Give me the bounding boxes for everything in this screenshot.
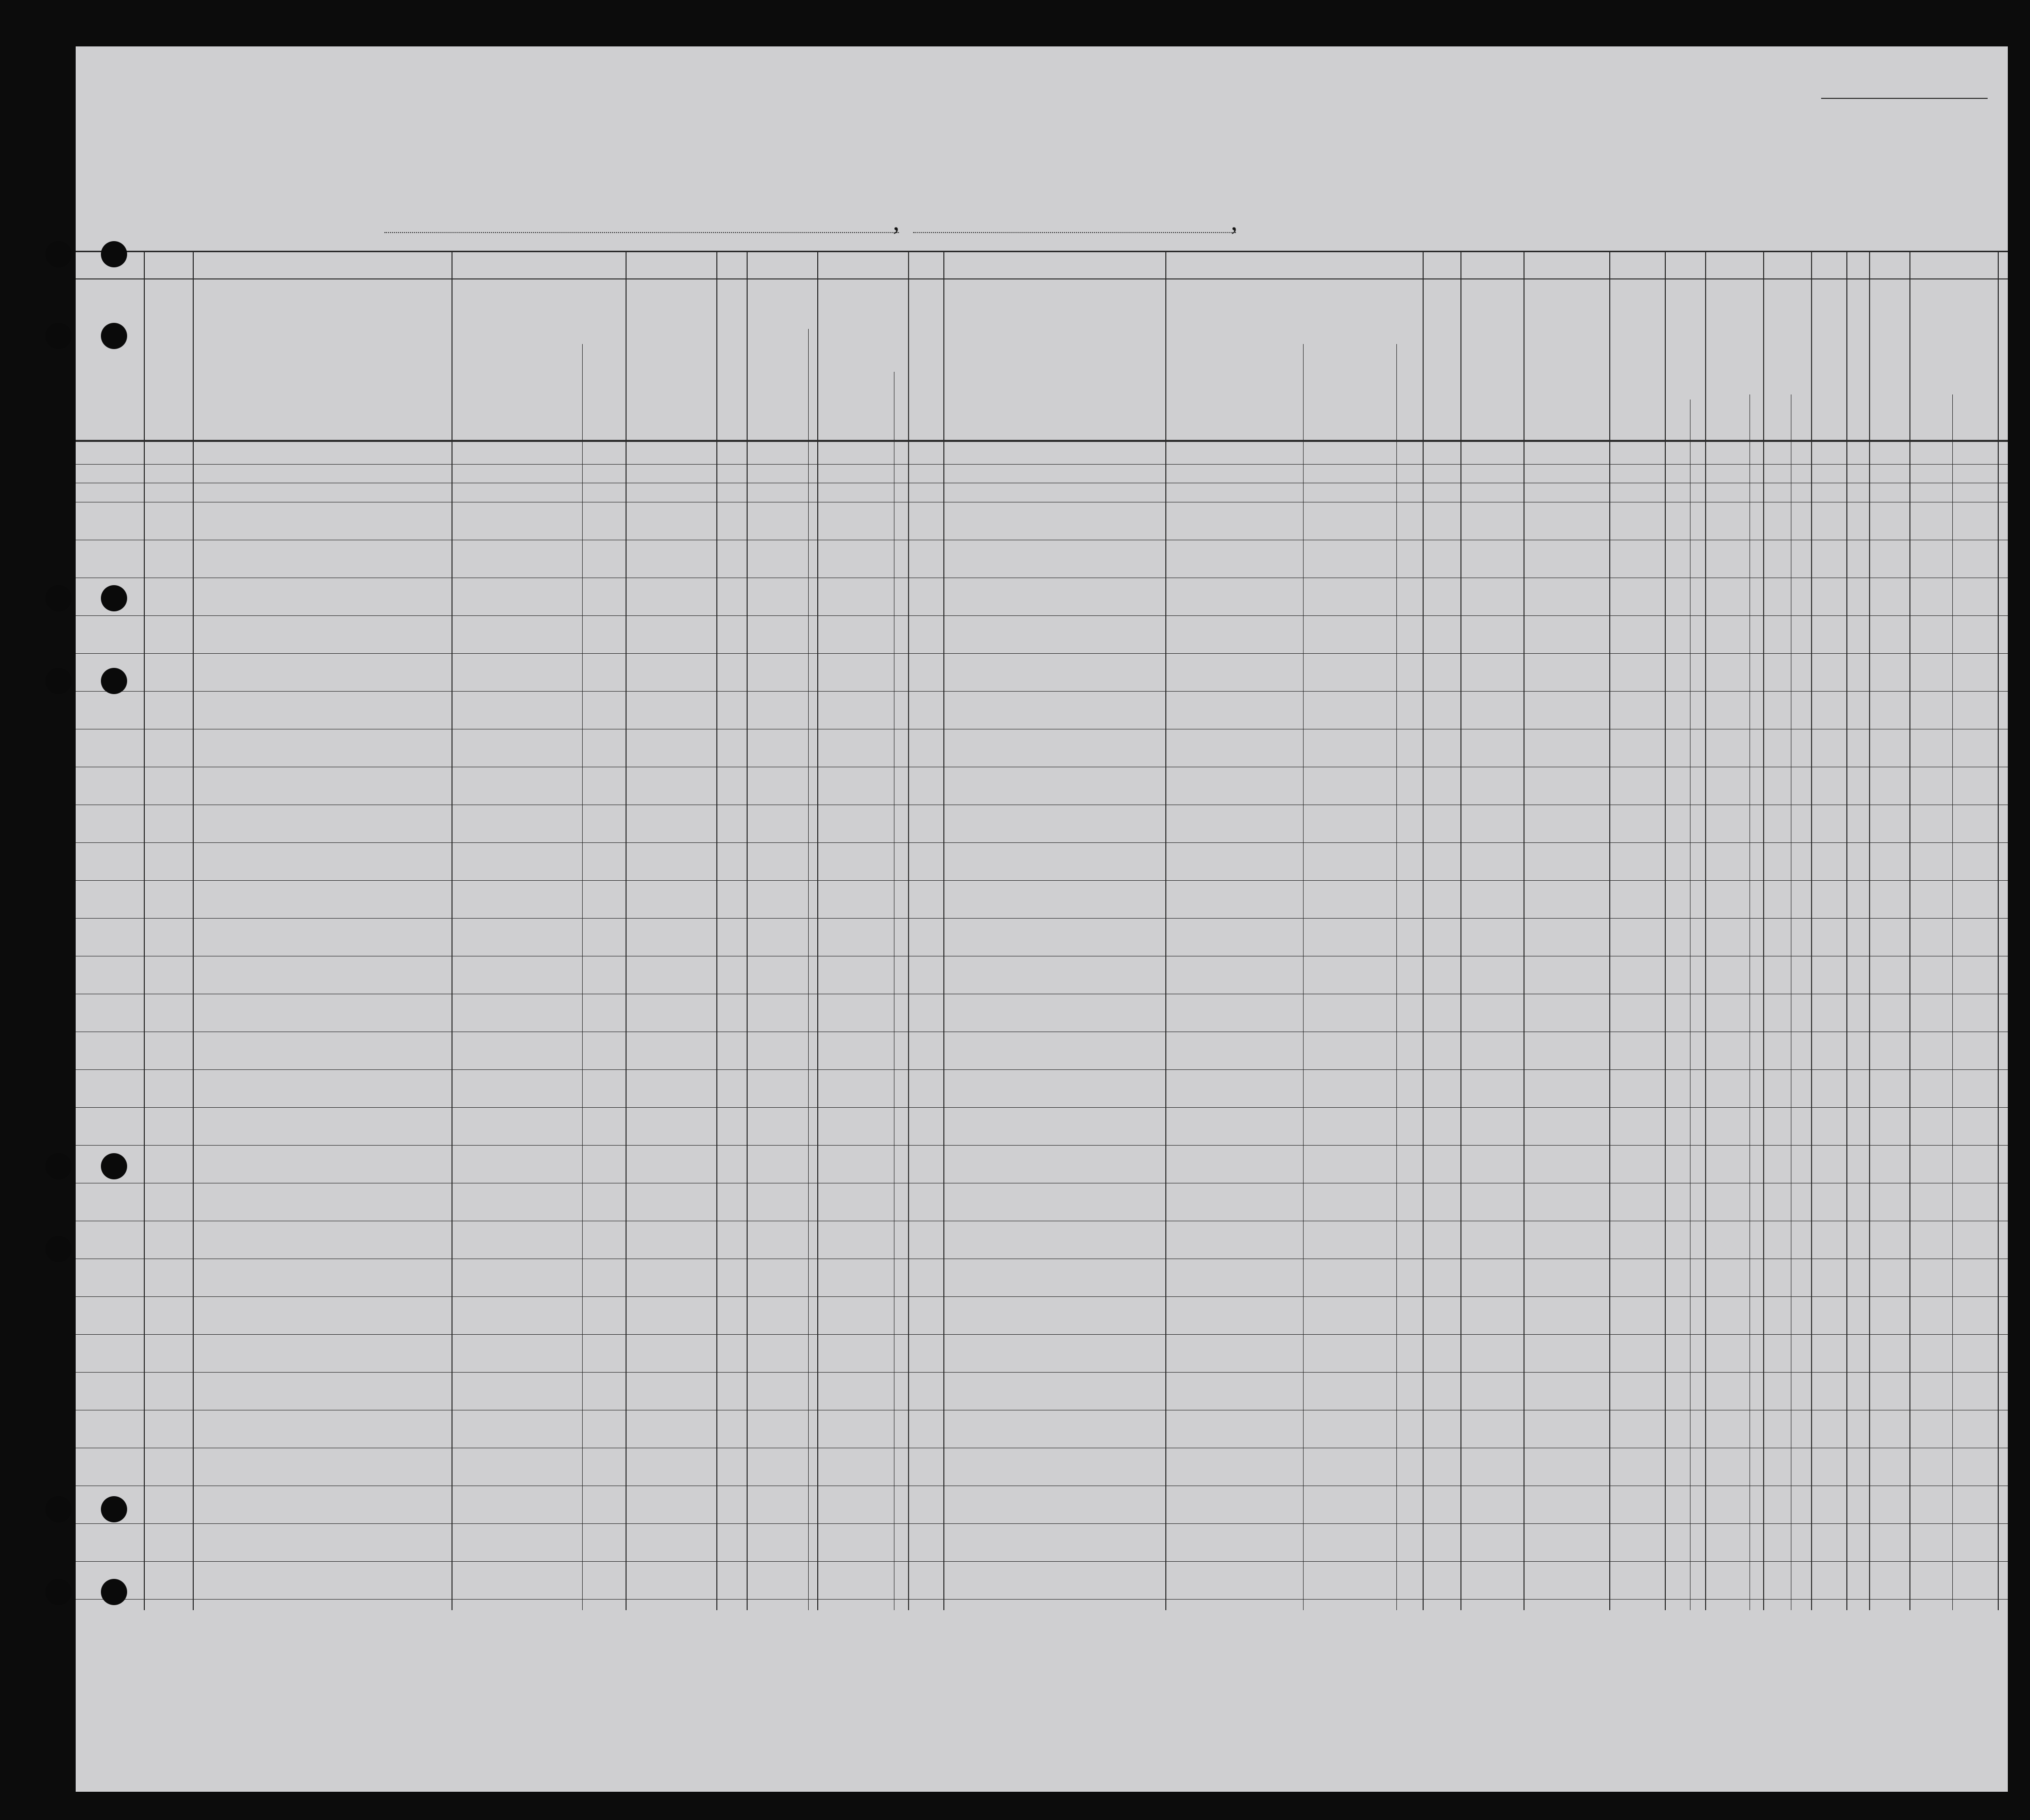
column-rule	[1811, 251, 1812, 1610]
column-rule	[144, 251, 145, 1610]
column-rule	[1763, 251, 1764, 1610]
row-rule	[76, 1372, 2008, 1373]
row-rule	[76, 653, 2008, 654]
column-rule	[1869, 251, 1870, 1610]
column-rule	[1524, 251, 1525, 1610]
row-rule	[76, 1334, 2008, 1335]
port-underline	[384, 232, 899, 235]
row-rule	[76, 1599, 2008, 1600]
punch-hole	[101, 1579, 127, 1605]
punch-hole	[45, 1236, 72, 1262]
column-rule	[193, 251, 194, 1610]
column-rule	[747, 251, 748, 1610]
row-rule	[76, 1523, 2008, 1524]
punch-hole	[101, 668, 127, 694]
punch-hole	[45, 241, 72, 267]
column-rule	[1665, 251, 1666, 1610]
column-rule	[716, 251, 717, 1610]
punch-hole	[45, 1153, 72, 1179]
comma-1: ,	[893, 207, 899, 236]
punch-hole	[45, 585, 72, 611]
sub-column-rule	[1952, 394, 1953, 1610]
row-rule	[76, 615, 2008, 616]
list-underline	[1821, 98, 1988, 99]
row-rule	[76, 1561, 2008, 1562]
column-rule	[1998, 251, 1999, 1610]
comma-2: ,	[1231, 207, 1237, 236]
punch-hole	[101, 585, 127, 611]
row-rule	[76, 918, 2008, 919]
punch-hole	[101, 323, 127, 349]
manifest-sheet	[76, 46, 2008, 1792]
row-rule	[76, 464, 2008, 465]
punch-hole	[45, 668, 72, 694]
column-rule	[1460, 251, 1461, 1610]
row-rule	[76, 880, 2008, 881]
date-underline	[913, 232, 1236, 235]
sub-column-rule	[808, 329, 809, 1610]
colnum-rule	[76, 278, 2008, 279]
row-rule	[76, 691, 2008, 692]
punch-hole	[101, 1496, 127, 1522]
table-top-rule	[76, 251, 2008, 252]
column-rule	[1165, 251, 1166, 1610]
column-rule	[452, 251, 453, 1610]
column-rule	[1423, 251, 1424, 1610]
row-rule	[76, 842, 2008, 843]
sub-column-rule	[582, 344, 583, 1610]
punch-hole	[45, 323, 72, 349]
column-rule	[626, 251, 627, 1610]
punch-hole	[101, 241, 127, 267]
header-bottom-rule	[76, 440, 2008, 442]
punch-hole	[101, 1153, 127, 1179]
sub-column-rule	[1303, 344, 1304, 1610]
column-rule	[1909, 251, 1910, 1610]
punch-hole	[45, 1496, 72, 1522]
punch-hole	[45, 1579, 72, 1605]
row-rule	[76, 1145, 2008, 1146]
row-rule	[76, 1296, 2008, 1297]
column-rule	[1609, 251, 1610, 1610]
column-rule	[908, 251, 909, 1610]
column-rule	[943, 251, 944, 1610]
column-rule	[817, 251, 818, 1610]
column-rule	[1705, 251, 1706, 1610]
row-rule	[76, 1069, 2008, 1070]
column-rule	[1846, 251, 1847, 1610]
sub-column-rule	[1396, 344, 1397, 1610]
row-rule	[76, 1107, 2008, 1108]
